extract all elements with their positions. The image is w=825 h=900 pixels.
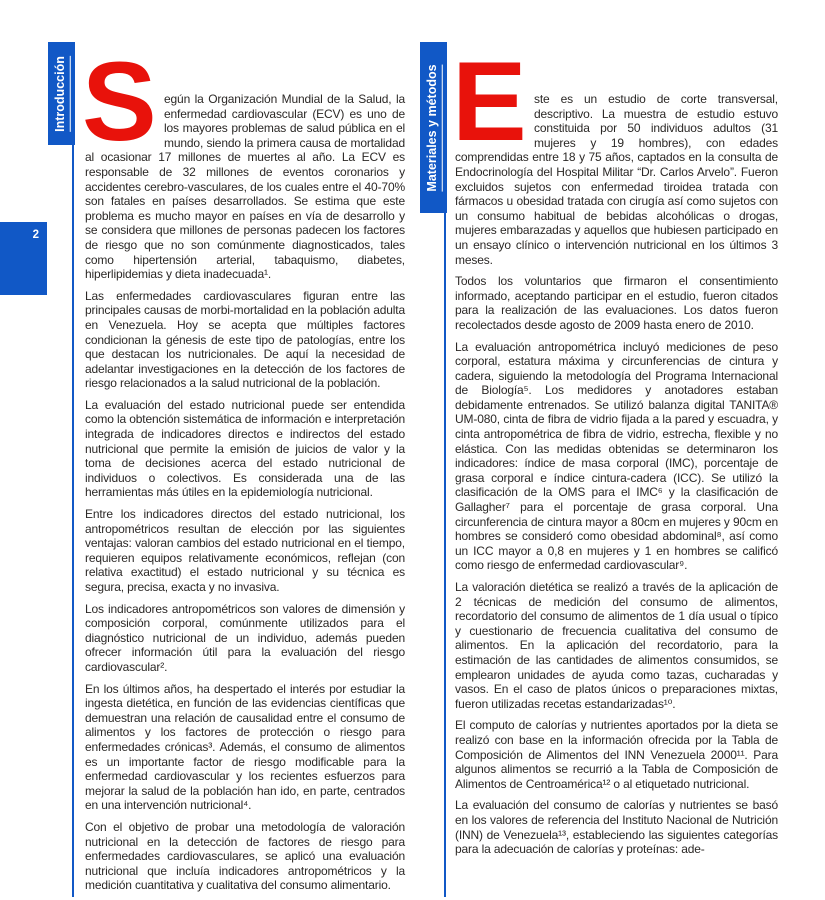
section-rule: [72, 144, 74, 897]
column-materiales-y-metodos: [452, 39, 778, 864]
drop-cap: [452, 39, 527, 164]
drop-cap-letter: E: [452, 39, 527, 164]
paragraph: La evaluación del estado nutricional puede ser entendida como la obtención sistemática de información e interpretación integrada de indicadores directos e indirectos del estado nutricional que permite la emisión de juicios de valor y la toma de decisiones acerca del estado nutricional de individuos o colectivos. Es considerada una de las herramientas más útiles en la epidemiología nutricional.: [85, 397, 405, 500]
paragraph: El computo de calorías y nutrientes aportados por la dieta se realizó con base en la información ofrecida por la Tabla de Composición de Alimentos del INN Venezuela 2000¹¹. Para algunos alimentos se recurrió a la Tabla de Composición de Alimentos de Centroamérica¹² o al etiquetado nutricional.: [455, 718, 778, 791]
paragraph: Con el objetivo de probar una metodología de valoración nutricional en la detección de factores de riesgo para enfermedades cardiovasculares, se aplicó una evaluación nutricional que incluía indicadores antropométricos y la medición cuantitativa y cualitativa del consumo alimentario.: [85, 819, 405, 893]
section-tab-introduccion: [48, 42, 75, 145]
section-tab-label: Materiales y métodos: [425, 64, 442, 191]
drop-cap-letter: S: [82, 39, 157, 164]
paragraph: La valoración dietética se realizó a través de la aplicación de 2 técnicas de medición del consumo de alimentos, recordatorio del consumo de alimentos de 1 día usual o típico y cuestionario de frecuencia cualitativa del consumo de alimentos. En la aplicación del recordatorio, para la estimación de las cantidades de alimentos consumidos, se emplearon unidades de ayuda como tazas, cucharadas y vasos. En el caso de platos únicos o preparaciones mixtas, fueron utilizadas recetas estandarizadas¹⁰.: [455, 580, 778, 711]
paragraph-text: ste es un estudio de corte transversal, descriptivo. La muestra de estudio estuvo constituida por 50 individuos adultos (31 mujeres y 19 hombres), con edades comprendidas entre 18 y 75 años, captados en la consulta de Endocrinología del Hospital Militar “Dr. Carlos Arvelo”. Fueron excluidos sujetos con enfermedad tiroidea tratada con fármacos u obesidad tratada con cirugía así como sujetos con un consumo habitual de bebidas alcohólicas o drogas, mujeres embarazadas y aquellos que hubiesen participado en un ensayo clínico o intervención nutricional en los últimos 3 meses.: [455, 92, 778, 267]
paragraph: Los indicadores antropométricos son valores de dimensión y composición corporal, comúnmente utilizados para el diagnóstico nutricional de un individuo, además pueden ofrecer información útil para la evaluación del riesgo cardiovascular².: [85, 601, 405, 674]
column-introduccion: [82, 39, 405, 900]
paragraph: Todos los voluntarios que firmaron el consentimiento informado, aceptando participar en el estudio, fueron citados para la realización de las evaluaciones. Los datos fueron recolectados desde agosto de 2009 hasta enero de 2010.: [455, 274, 778, 332]
paragraph: En los últimos años, ha despertado el interés por estudiar la ingesta dietética, en función de las evidencias científicas que demuestran una relación de causalidad entre el consumo de alimentos y los factores de protección o riesgo para enfermedades crónicas³. Además, el consumo de alimentos es un importante factor de riesgo modificable para la enfermedad cardiovascular y los recientes esfuerzos para mejorar la salud de la población han ido, en parte, centrados en una intervención nutricional⁴.: [85, 681, 405, 813]
page-number: 2: [32, 229, 39, 241]
section-rule: [444, 212, 446, 897]
drop-cap: [82, 39, 157, 164]
paragraph-text: egún la Organización Mundial de la Salud, la enfermedad cardiovascular (ECV) es uno de los mayores problemas de salud pública en el mundo, siendo la primera causa de mortalidad al ocasionar 17 millones de muertes al año. La ECV es responsable de 32 millones de eventos coronarios y accidentes cerebro-vasculares, de los cuales entre el 40-70% son fatales en países desarrollados. Se estima que este problema es mucho mayor en países en vía de desarrollo y se considera que millones de personas padecen los factores de riesgo que no son comúnmente diagnosticados, tales como hipertensión arterial, tabaquismo, diabetes, hiperlipidemias y dieta inadecuada¹.: [85, 92, 405, 282]
paragraph: La evaluación del consumo de calorías y nutrientes se basó en los valores de referencia del Instituto Nacional de Nutrición (INN) de Venezuela¹³, estableciendo las siguientes categorías para la adecuación de calorías y proteínas: ade-: [455, 798, 778, 857]
page-number-badge: [0, 222, 47, 295]
paragraph: [82, 39, 405, 282]
paragraph: [452, 39, 778, 267]
section-tab-label: Introducción: [53, 56, 70, 132]
paragraph: Las enfermedades cardiovasculares figuran entre las principales causas de morbi-mortalidad en la población adulta en Venezuela. Hoy se acepta que múltiples factores condicionan la génesis de este tipo de patologías, entre los que destacan los nutricionales. De aquí la necesidad de adelantar investigaciones en la detección de los factores de riesgo relacionados a la salud nutricional de la población.: [85, 288, 405, 391]
paragraph: Entre los indicadores directos del estado nutricional, los antropométricos resultan de elección por las siguientes ventajas: valoran cambios del estado nutricional en el tiempo, requieren equipos relativamente económicos, reflejan (con relativa exactitud) el estado nutricional y su técnica es segura, precisa, exacta y no invasiva.: [85, 507, 405, 594]
paragraph: La evaluación antropométrica incluyó mediciones de peso corporal, estatura máxima y circunferencias de cintura y cadera, siguiendo la metodología del Programa Internacional de Biología⁵. Los medidores y anotadores estaban debidamente entrenados. Se utilizó balanza digital TANITA® UM-080, cinta de fibra de vidrio fijada a la pared y escuadra, y cinta antropométrica de fibra de vidrio, estrecha, flexible y no elástica. Con las medidas obtenidas se determinaron los indicadores: índice de masa corporal (IMC), porcentaje de grasa corporal e índice cintura-cadera (ICC). Se utilizó la clasificación de la OMS para el IMC⁶ y la clasificación de Gallagher⁷ para el porcentaje de grasa corporal. Una circunferencia de cintura mayor a 80cm en mujeres y 90cm en hombres se consideró como obesidad abdominal⁸, así como un ICC mayor a 0,8 en mujeres y 1 en hombres se calificó como riesgo de enfermedad cardiovascular⁹.: [455, 339, 778, 573]
section-tab-materiales-y-metodos: [420, 42, 447, 213]
